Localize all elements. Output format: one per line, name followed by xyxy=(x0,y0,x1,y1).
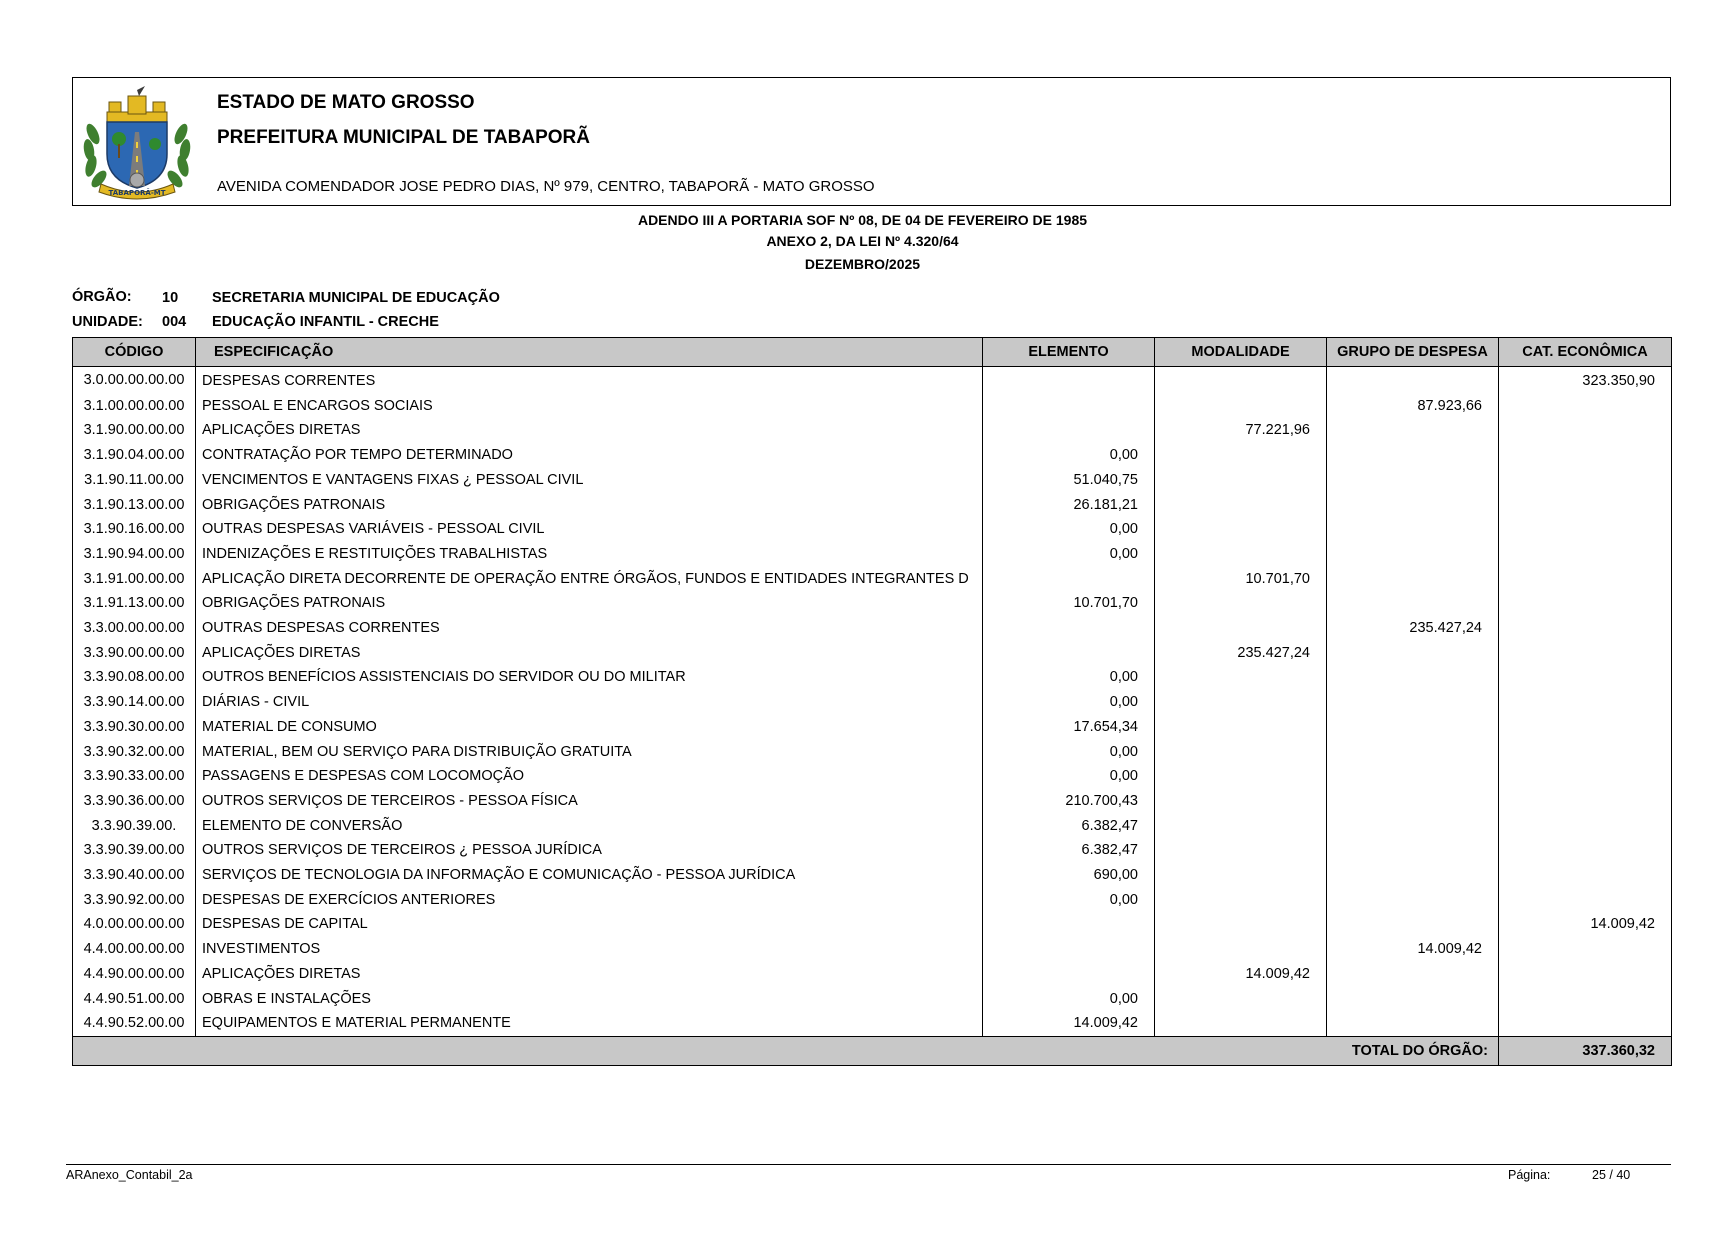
table-row xyxy=(73,863,1672,888)
row-grupo-despesa xyxy=(1327,517,1499,542)
row-modalidade xyxy=(1155,542,1327,567)
row-cat-economica xyxy=(1499,764,1672,789)
row-modalidade xyxy=(1155,1011,1327,1036)
row-elemento xyxy=(983,912,1155,937)
row-specification: SERVIÇOS DE TECNOLOGIA DA INFORMAÇÃO E COMUNICAÇÃO - PESSOA JURÍDICA xyxy=(196,863,983,888)
row-code: 3.1.90.04.00.00 xyxy=(73,443,196,468)
row-elemento xyxy=(983,641,1155,666)
table-row xyxy=(73,1011,1672,1036)
row-grupo-despesa xyxy=(1327,764,1499,789)
row-grupo-despesa xyxy=(1327,641,1499,666)
table-header-row xyxy=(73,338,1672,367)
row-cat-economica xyxy=(1499,962,1672,987)
row-modalidade xyxy=(1155,493,1327,518)
row-elemento: 690,00 xyxy=(983,863,1155,888)
row-elemento: 0,00 xyxy=(983,987,1155,1012)
row-grupo-despesa xyxy=(1327,838,1499,863)
total-label: TOTAL DO ÓRGÃO: xyxy=(73,1036,1499,1065)
row-elemento: 10.701,70 xyxy=(983,591,1155,616)
orgao-label: ÓRGÃO: xyxy=(72,289,132,305)
row-specification: OUTRAS DESPESAS CORRENTES xyxy=(196,616,983,641)
unidade-code: 004 xyxy=(162,314,187,330)
row-modalidade xyxy=(1155,517,1327,542)
municipal-coat-of-arms-logo xyxy=(79,84,195,200)
row-code: 3.1.00.00.00.00 xyxy=(73,394,196,419)
row-modalidade xyxy=(1155,715,1327,740)
row-grupo-despesa xyxy=(1327,468,1499,493)
row-specification: OUTROS SERVIÇOS DE TERCEIROS - PESSOA FÍSICA xyxy=(196,789,983,814)
row-grupo-despesa xyxy=(1327,987,1499,1012)
row-code: 3.1.90.13.00.00 xyxy=(73,493,196,518)
row-grupo-despesa xyxy=(1327,418,1499,443)
row-code: 3.3.90.30.00.00 xyxy=(73,715,196,740)
row-code: 4.4.90.00.00.00 xyxy=(73,962,196,987)
orgao-name: SECRETARIA MUNICIPAL DE EDUCAÇÃO xyxy=(212,290,500,306)
table-row xyxy=(73,367,1672,394)
table-row xyxy=(73,665,1672,690)
row-cat-economica xyxy=(1499,443,1672,468)
row-grupo-despesa xyxy=(1327,863,1499,888)
row-code: 3.1.90.16.00.00 xyxy=(73,517,196,542)
row-grupo-despesa xyxy=(1327,665,1499,690)
row-specification: APLICAÇÕES DIRETAS xyxy=(196,418,983,443)
table-row xyxy=(73,789,1672,814)
expense-table xyxy=(72,337,1672,1066)
row-grupo-despesa xyxy=(1327,443,1499,468)
table-row xyxy=(73,888,1672,913)
row-specification: EQUIPAMENTOS E MATERIAL PERMANENTE xyxy=(196,1011,983,1036)
row-specification: MATERIAL, BEM OU SERVIÇO PARA DISTRIBUIÇÃO GRATUITA xyxy=(196,740,983,765)
row-specification: INVESTIMENTOS xyxy=(196,937,983,962)
row-code: 4.4.90.52.00.00 xyxy=(73,1011,196,1036)
row-elemento: 0,00 xyxy=(983,764,1155,789)
row-grupo-despesa: 14.009,42 xyxy=(1327,937,1499,962)
table-row xyxy=(73,987,1672,1012)
row-grupo-despesa xyxy=(1327,814,1499,839)
row-cat-economica xyxy=(1499,616,1672,641)
row-grupo-despesa: 87.923,66 xyxy=(1327,394,1499,419)
row-code: 3.0.00.00.00.00 xyxy=(73,367,196,394)
row-code: 3.3.90.00.00.00 xyxy=(73,641,196,666)
row-grupo-despesa xyxy=(1327,493,1499,518)
row-modalidade xyxy=(1155,789,1327,814)
row-elemento: 0,00 xyxy=(983,740,1155,765)
row-code: 3.1.90.00.00.00 xyxy=(73,418,196,443)
footer-divider xyxy=(66,1164,1671,1165)
row-code: 3.3.90.33.00.00 xyxy=(73,764,196,789)
row-elemento xyxy=(983,962,1155,987)
row-cat-economica xyxy=(1499,888,1672,913)
row-code: 3.1.90.11.00.00 xyxy=(73,468,196,493)
row-grupo-despesa: 235.427,24 xyxy=(1327,616,1499,641)
row-code: 3.1.91.13.00.00 xyxy=(73,591,196,616)
table-row xyxy=(73,641,1672,666)
row-elemento xyxy=(983,367,1155,394)
report-name: ARAnexo_Contabil_2a xyxy=(66,1168,193,1182)
row-elemento: 0,00 xyxy=(983,888,1155,913)
col-header-grupo-despesa: GRUPO DE DESPESA xyxy=(1327,338,1499,367)
svg-text:TABAPORÃ-MT: TABAPORÃ-MT xyxy=(108,189,166,197)
table-row xyxy=(73,740,1672,765)
row-cat-economica xyxy=(1499,493,1672,518)
row-modalidade: 10.701,70 xyxy=(1155,567,1327,592)
row-grupo-despesa xyxy=(1327,1011,1499,1036)
row-elemento: 210.700,43 xyxy=(983,789,1155,814)
table-row xyxy=(73,591,1672,616)
col-header-codigo: CÓDIGO xyxy=(73,338,196,367)
row-specification: INDENIZAÇÕES E RESTITUIÇÕES TRABALHISTAS xyxy=(196,542,983,567)
row-modalidade xyxy=(1155,468,1327,493)
table-row xyxy=(73,616,1672,641)
row-specification: DESPESAS DE EXERCÍCIOS ANTERIORES xyxy=(196,888,983,913)
row-cat-economica: 14.009,42 xyxy=(1499,912,1672,937)
row-cat-economica xyxy=(1499,740,1672,765)
row-cat-economica xyxy=(1499,937,1672,962)
row-code: 4.4.00.00.00.00 xyxy=(73,937,196,962)
row-grupo-despesa xyxy=(1327,740,1499,765)
row-modalidade xyxy=(1155,863,1327,888)
row-elemento: 26.181,21 xyxy=(983,493,1155,518)
row-elemento: 6.382,47 xyxy=(983,814,1155,839)
row-specification: OUTRAS DESPESAS VARIÁVEIS - PESSOAL CIVIL xyxy=(196,517,983,542)
row-elemento: 0,00 xyxy=(983,443,1155,468)
row-specification: DIÁRIAS - CIVIL xyxy=(196,690,983,715)
page-number: 25 / 40 xyxy=(1592,1168,1631,1182)
row-modalidade xyxy=(1155,591,1327,616)
row-grupo-despesa xyxy=(1327,912,1499,937)
row-cat-economica xyxy=(1499,838,1672,863)
row-modalidade xyxy=(1155,740,1327,765)
table-row xyxy=(73,468,1672,493)
row-cat-economica xyxy=(1499,567,1672,592)
row-specification: CONTRATAÇÃO POR TEMPO DETERMINADO xyxy=(196,443,983,468)
row-modalidade xyxy=(1155,394,1327,419)
row-code: 3.3.90.40.00.00 xyxy=(73,863,196,888)
row-code: 3.3.90.92.00.00 xyxy=(73,888,196,913)
row-code: 3.3.90.36.00.00 xyxy=(73,789,196,814)
row-code: 4.4.90.51.00.00 xyxy=(73,987,196,1012)
row-elemento: 0,00 xyxy=(983,517,1155,542)
row-cat-economica xyxy=(1499,789,1672,814)
row-specification: OUTROS BENEFÍCIOS ASSISTENCIAIS DO SERVIDOR OU DO MILITAR xyxy=(196,665,983,690)
row-code: 3.3.90.39.00.00 xyxy=(73,838,196,863)
row-code: 3.3.90.08.00.00 xyxy=(73,665,196,690)
row-cat-economica xyxy=(1499,641,1672,666)
row-elemento xyxy=(983,937,1155,962)
row-specification: APLICAÇÃO DIRETA DECORRENTE DE OPERAÇÃO ENTRE ÓRGÃOS, FUNDOS E ENTIDADES INTEGRANTES D xyxy=(196,567,983,592)
row-modalidade xyxy=(1155,838,1327,863)
row-grupo-despesa xyxy=(1327,690,1499,715)
row-cat-economica xyxy=(1499,591,1672,616)
table-row xyxy=(73,418,1672,443)
row-modalidade: 235.427,24 xyxy=(1155,641,1327,666)
row-modalidade xyxy=(1155,814,1327,839)
row-modalidade: 77.221,96 xyxy=(1155,418,1327,443)
row-modalidade xyxy=(1155,665,1327,690)
row-elemento: 0,00 xyxy=(983,542,1155,567)
row-elemento: 14.009,42 xyxy=(983,1011,1155,1036)
row-modalidade xyxy=(1155,616,1327,641)
municipality-name: PREFEITURA MUNICIPAL DE TABAPORÃ xyxy=(217,127,590,148)
row-modalidade xyxy=(1155,888,1327,913)
row-specification: APLICAÇÕES DIRETAS xyxy=(196,962,983,987)
row-cat-economica xyxy=(1499,394,1672,419)
total-value: 337.360,32 xyxy=(1499,1036,1672,1065)
row-specification: OBRAS E INSTALAÇÕES xyxy=(196,987,983,1012)
row-code: 3.3.90.14.00.00 xyxy=(73,690,196,715)
table-row xyxy=(73,443,1672,468)
report-title-line1: ADENDO III A PORTARIA SOF Nº 08, DE 04 DE FEVEREIRO DE 1985 xyxy=(637,212,1088,228)
row-grupo-despesa xyxy=(1327,962,1499,987)
row-elemento xyxy=(983,616,1155,641)
row-specification: OBRIGAÇÕES PATRONAIS xyxy=(196,591,983,616)
row-specification: ELEMENTO DE CONVERSÃO xyxy=(196,814,983,839)
report-title-line2: ANEXO 2, DA LEI Nº 4.320/64 xyxy=(766,233,959,249)
row-modalidade xyxy=(1155,987,1327,1012)
table-row xyxy=(73,493,1672,518)
row-code: 4.0.00.00.00.00 xyxy=(73,912,196,937)
table-row xyxy=(73,814,1672,839)
unidade-label: UNIDADE: xyxy=(72,314,143,330)
row-modalidade: 14.009,42 xyxy=(1155,962,1327,987)
row-grupo-despesa xyxy=(1327,715,1499,740)
row-grupo-despesa xyxy=(1327,888,1499,913)
table-row xyxy=(73,764,1672,789)
row-cat-economica xyxy=(1499,863,1672,888)
col-header-elemento: ELEMENTO xyxy=(983,338,1155,367)
row-modalidade xyxy=(1155,764,1327,789)
row-modalidade xyxy=(1155,443,1327,468)
row-grupo-despesa xyxy=(1327,567,1499,592)
row-cat-economica xyxy=(1499,517,1672,542)
row-code: 3.3.90.32.00.00 xyxy=(73,740,196,765)
row-grupo-despesa xyxy=(1327,367,1499,394)
row-grupo-despesa xyxy=(1327,789,1499,814)
row-elemento xyxy=(983,567,1155,592)
row-modalidade xyxy=(1155,690,1327,715)
row-cat-economica xyxy=(1499,1011,1672,1036)
table-row xyxy=(73,567,1672,592)
row-elemento: 51.040,75 xyxy=(983,468,1155,493)
row-code: 3.3.90.39.00. xyxy=(73,814,196,839)
page-label: Página: xyxy=(1508,1168,1551,1182)
row-cat-economica xyxy=(1499,987,1672,1012)
row-code: 3.1.90.94.00.00 xyxy=(73,542,196,567)
row-specification: APLICAÇÕES DIRETAS xyxy=(196,641,983,666)
table-row xyxy=(73,937,1672,962)
col-header-cat-economica: CAT. ECONÔMICA xyxy=(1499,338,1672,367)
row-specification: OBRIGAÇÕES PATRONAIS xyxy=(196,493,983,518)
table-row xyxy=(73,394,1672,419)
unidade-name: EDUCAÇÃO INFANTIL - CRECHE xyxy=(212,314,439,330)
row-cat-economica xyxy=(1499,715,1672,740)
row-specification: OUTROS SERVIÇOS DE TERCEIROS ¿ PESSOA JURÍDICA xyxy=(196,838,983,863)
row-specification: PASSAGENS E DESPESAS COM LOCOMOÇÃO xyxy=(196,764,983,789)
row-specification: MATERIAL DE CONSUMO xyxy=(196,715,983,740)
row-elemento xyxy=(983,394,1155,419)
table-row xyxy=(73,838,1672,863)
row-specification: VENCIMENTOS E VANTAGENS FIXAS ¿ PESSOAL CIVIL xyxy=(196,468,983,493)
row-cat-economica xyxy=(1499,468,1672,493)
document-header xyxy=(72,77,1671,206)
row-cat-economica xyxy=(1499,690,1672,715)
table-row xyxy=(73,542,1672,567)
row-cat-economica xyxy=(1499,418,1672,443)
row-specification: DESPESAS DE CAPITAL xyxy=(196,912,983,937)
row-specification: DESPESAS CORRENTES xyxy=(196,367,983,394)
row-elemento: 0,00 xyxy=(983,690,1155,715)
row-code: 3.1.91.00.00.00 xyxy=(73,567,196,592)
row-modalidade xyxy=(1155,912,1327,937)
col-header-modalidade: MODALIDADE xyxy=(1155,338,1327,367)
row-grupo-despesa xyxy=(1327,542,1499,567)
table-row xyxy=(73,715,1672,740)
municipality-address: AVENIDA COMENDADOR JOSE PEDRO DIAS, Nº 979, CENTRO, TABAPORÃ - MATO GROSSO xyxy=(217,178,875,195)
state-name: ESTADO DE MATO GROSSO xyxy=(217,92,475,113)
row-cat-economica xyxy=(1499,542,1672,567)
table-row xyxy=(73,690,1672,715)
row-elemento: 17.654,34 xyxy=(983,715,1155,740)
row-specification: PESSOAL E ENCARGOS SOCIAIS xyxy=(196,394,983,419)
row-code: 3.3.00.00.00.00 xyxy=(73,616,196,641)
row-grupo-despesa xyxy=(1327,591,1499,616)
total-row xyxy=(73,1036,1672,1065)
row-cat-economica xyxy=(1499,814,1672,839)
orgao-code: 10 xyxy=(162,290,179,306)
row-modalidade xyxy=(1155,367,1327,394)
row-elemento: 0,00 xyxy=(983,665,1155,690)
table-row xyxy=(73,962,1672,987)
table-row xyxy=(73,912,1672,937)
row-elemento: 6.382,47 xyxy=(983,838,1155,863)
row-modalidade xyxy=(1155,937,1327,962)
report-period: DEZEMBRO/2025 xyxy=(804,256,921,272)
row-elemento xyxy=(983,418,1155,443)
row-cat-economica xyxy=(1499,665,1672,690)
table-row xyxy=(73,517,1672,542)
col-header-especificacao: ESPECIFICAÇÃO xyxy=(196,338,983,367)
row-cat-economica: 323.350,90 xyxy=(1499,367,1672,394)
